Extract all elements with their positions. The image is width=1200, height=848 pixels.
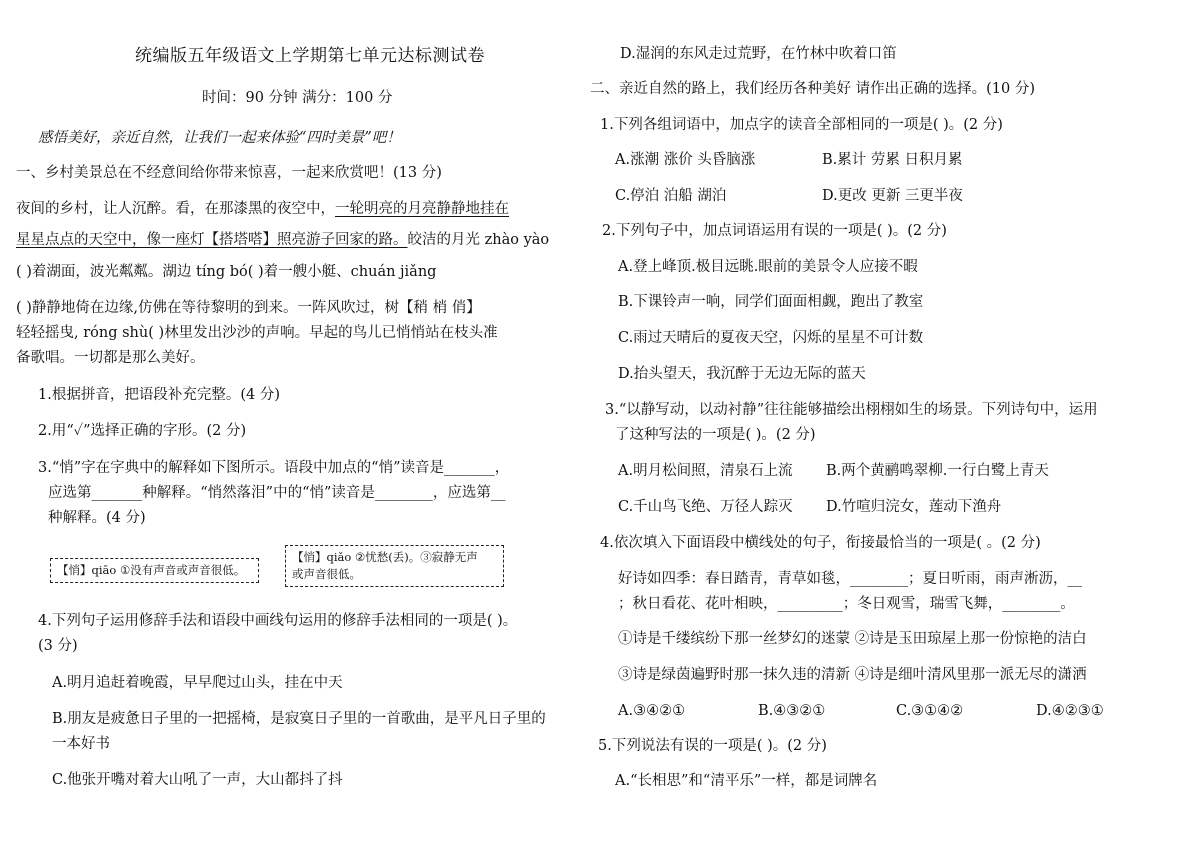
s2-question-4-passage-1: 好诗如四季：春日踏青，青草如毯，________；夏日听雨，雨声淅沥，__ — [618, 571, 1082, 587]
s2-question-3-option-b: B.两个黄鹂鸣翠柳.一行白鹭上青天 — [826, 463, 1049, 479]
s2-question-2-option-d: D.抬头望天，我沉醉于无边无际的蓝天 — [618, 366, 866, 382]
s2-question-4-option-d: D.④②③① — [1036, 703, 1104, 719]
s2-question-4-option-c: C.③①④② — [896, 703, 964, 719]
s2-question-2: 2.下列句子中，加点词语运用有误的一项是( )。(2 分) — [602, 223, 947, 239]
time-score-info: 时间：90 分钟 满分：100 分 — [202, 90, 393, 106]
question-2: 2.用“✓”选择正确的字形。(2 分) — [38, 423, 247, 439]
dictionary-box-2 — [285, 545, 504, 587]
passage-line-1 — [16, 199, 509, 219]
question-4-option-b-cont: 一本好书 — [52, 736, 110, 752]
dictionary-entry: 【悄】qiāo ①没有声音或声音很低。 — [57, 563, 246, 577]
s2-question-3-option-d: D.竹喧归浣女，莲动下渔舟 — [826, 499, 1002, 515]
s2-question-4-option-a: A.③④②① — [618, 703, 686, 719]
s2-question-4-choices-2: ③诗是绿茵遍野时那一抹久违的清新 ④诗是细叶清风里那一派无尽的潇洒 — [618, 667, 1087, 683]
question-4-option-a: A.明月追赶着晚霞，早早爬过山头，挂在中天 — [52, 675, 343, 691]
dictionary-box-1 — [50, 558, 259, 583]
passage-line-3: ( )着湖面，波光粼粼。湖边 tíng bó( )着一艘小艇、chuán jiǎng — [16, 264, 437, 280]
question-4-option-c: C.他张开嘴对着大山吼了一声，大山都抖了抖 — [52, 772, 343, 788]
s2-question-5: 5.下列说法有误的一项是( )。(2 分) — [598, 738, 827, 754]
section1-header: 一、乡村美景总在不经意间给你带来惊喜，一起来欣赏吧！(13 分) — [16, 165, 442, 181]
passage-line-5: 轻轻摇曳, róng shù( )林里发出沙沙的声响。早起的鸟儿已悄悄站在枝头准 — [16, 325, 498, 341]
passage-line-2 — [16, 230, 549, 250]
section2-header: 二、亲近自然的路上，我们经历各种美好 请作出正确的选择。(10 分) — [590, 81, 1035, 97]
question-3-line-1: 3.“悄”字在字典中的解释如下图所示。语段中加点的“悄”读音是_______， — [38, 460, 510, 476]
s2-question-2-option-c: C.雨过天晴后的夏夜天空，闪烁的星星不可计数 — [618, 330, 924, 346]
question-3-line-3: 种解释。(4 分) — [48, 510, 146, 526]
s2-question-4-option-b: B.④③②① — [758, 703, 826, 719]
page-title: 统编版五年级语文上学期第七单元达标测试卷 — [135, 46, 485, 66]
s2-question-4: 4.依次填入下面语段中横线处的句子，衔接最恰当的一项是( 。(2 分) — [600, 535, 1041, 551]
question-1: 1.根据拼音，把语段补充完整。(4 分) — [38, 387, 280, 403]
s2-question-1-option-c: C.停泊 泊船 湖泊 — [615, 188, 727, 204]
s2-question-3-line-1: 3.“以静写动，以动衬静”往往能够描绘出栩栩如生的场景。下列诗句中，运用 — [605, 402, 1098, 418]
s2-question-1-option-d: D.更改 更新 三更半夜 — [822, 188, 963, 204]
intro-text: 感悟美好，亲近自然，让我们一起来体验“四时美景”吧！ — [38, 130, 401, 146]
question-3-line-2: 应选第_______种解释。“悄然落泪”中的“悄”读音是________，应选第__ — [48, 485, 506, 501]
question-4-option-b: B.朋友是疲惫日子里的一把摇椅，是寂寞日子里的一首歌曲，是平凡日子里的 — [52, 711, 546, 727]
s2-question-3-option-c: C.千山鸟飞绝、万径人踪灭 — [618, 499, 793, 515]
dictionary-entry: 或声音很低。 — [292, 567, 361, 581]
question-4-line-2: (3 分) — [38, 638, 78, 654]
passage-line-6: 备歌唱。一切都是那么美好。 — [16, 350, 205, 366]
s2-question-2-option-b: B.下课铃声一响，同学们面面相觑，跑出了教室 — [618, 294, 924, 310]
dictionary-entry: 【悄】qiǎo ②忧愁(丢)。③寂静无声 — [292, 550, 478, 564]
s2-question-2-option-a: A.登上峰顶.极目远眺.眼前的美景令人应接不暇 — [618, 259, 918, 275]
question-4-option-d: D.湿润的东风走过荒野，在竹林中吹着口笛 — [620, 46, 897, 62]
s2-question-3-line-2: 了这种写法的一项是( )。(2 分) — [615, 427, 816, 443]
s2-question-4-choices-1: ①诗是千缕缤纷下那一丝梦幻的迷蒙 ②诗是玉田琼屋上那一份惊艳的洁白 — [618, 631, 1087, 647]
question-4-line-1: 4.下列句子运用修辞手法和语段中画线句运用的修辞手法相同的一项是( )。 — [38, 613, 518, 629]
underlined-sentence: 一轮明亮的月亮静静地挂在 — [335, 201, 509, 217]
s2-question-3-option-a: A.明月松间照，清泉石上流 — [618, 463, 793, 479]
s2-question-1-option-a: A.涨潮 涨价 头昏脑涨 — [615, 152, 756, 168]
underlined-sentence: 星星点点的天空中，像一座灯【搭塔嗒】照亮游子回家的路。 — [16, 232, 408, 248]
s2-question-5-option-a: A.“长相思”和“清平乐”一样，都是词牌名 — [615, 773, 878, 789]
s2-question-4-passage-2: ；秋日看花、花叶相映，_________；冬日观雪，瑞雪飞舞，________。 — [618, 596, 1075, 612]
passage-text: 夜间的乡村，让人沉醉。看，在那漆黑的夜空中， — [16, 201, 335, 217]
s2-question-1: 1.下列各组词语中，加点字的读音全部相同的一项是( )。(2 分) — [600, 117, 1003, 133]
s2-question-1-option-b: B.累计 劳累 日积月累 — [822, 152, 963, 168]
passage-line-4: ( )静静地倚在边缘,仿佛在等待黎明的到来。一阵风吹过，树【稍 梢 俏】 — [16, 300, 481, 316]
passage-text: 皎洁的月光 zhào yào — [407, 232, 550, 248]
